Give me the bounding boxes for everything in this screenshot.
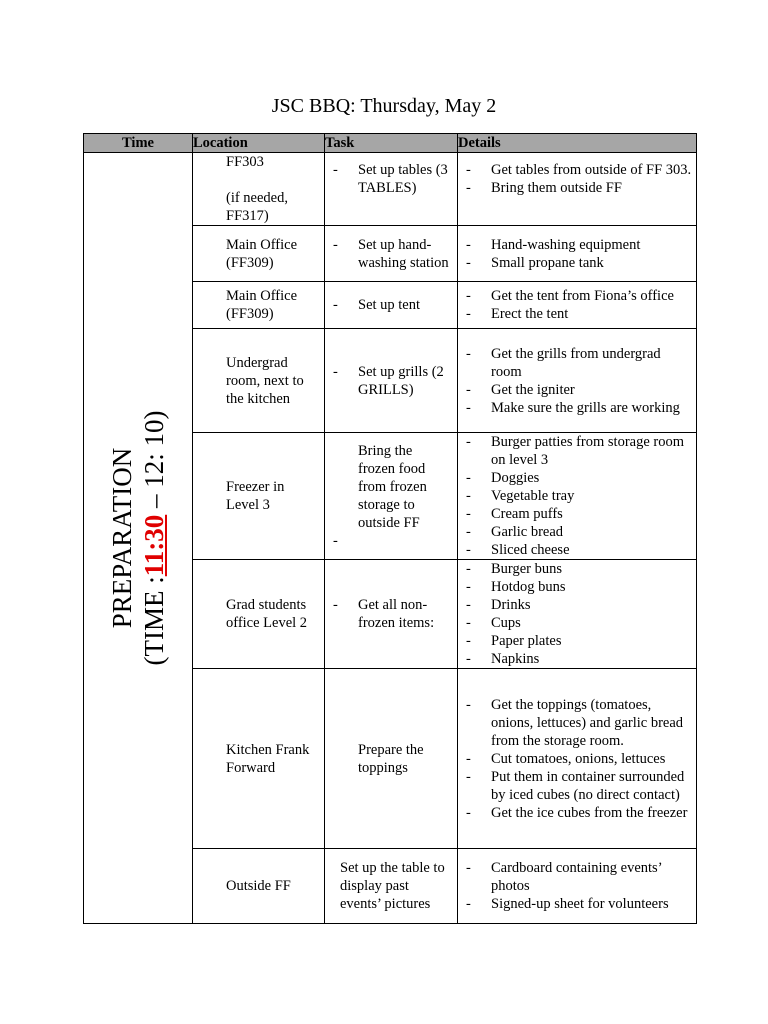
list-item: - Cardboard containing events’ photos bbox=[466, 860, 662, 894]
document-title: JSC BBQ: Thursday, May 2 bbox=[271, 95, 497, 117]
task-text: Set up hand-washing station bbox=[358, 236, 449, 271]
details-cell bbox=[458, 329, 697, 433]
header-task: Task bbox=[325, 134, 458, 153]
schedule-table bbox=[83, 133, 697, 924]
list-item: - Cut tomatoes, onions, lettuces bbox=[466, 750, 666, 767]
task-cell bbox=[325, 849, 458, 924]
preparation-time-label bbox=[106, 411, 170, 666]
list-item: - Put them in container surrounded by iced cubes (no direct contact) bbox=[466, 768, 685, 803]
list-item: - Get the igniter bbox=[466, 381, 575, 398]
list-item: - Get tables from outside of FF 303. bbox=[466, 162, 692, 178]
details-cell bbox=[458, 282, 697, 329]
location-cell: Undergrad room, next to the kitchen bbox=[193, 329, 325, 433]
list-item: - Burger patties from storage room on level 3 bbox=[466, 434, 685, 468]
list-item: - Get the toppings (tomatoes, onions, lettuces) and garlic bread from the storage room. bbox=[466, 696, 684, 749]
location-cell: Freezer in Level 3 bbox=[193, 433, 325, 560]
task-cell: - Set up hand-washing station bbox=[325, 226, 458, 282]
list-item: - Small propane tank bbox=[466, 254, 604, 271]
list-item: - Get the tent from Fiona’s office bbox=[466, 288, 674, 304]
task-cell: - Set up grills (2 GRILLS) bbox=[325, 329, 458, 433]
time-cell bbox=[84, 153, 193, 924]
task-cell: - Get all non-frozen items: bbox=[325, 560, 458, 669]
list-item: - Bring them outside FF bbox=[466, 180, 622, 196]
list-item: - Garlic bread bbox=[466, 524, 564, 540]
task-text: Set up tables (3 TABLES) bbox=[358, 162, 448, 196]
location-cell: Outside FF bbox=[193, 849, 325, 924]
location-cell: Main Office (FF309) bbox=[193, 226, 325, 282]
list-item: - Cream puffs bbox=[466, 506, 563, 522]
task-cell: Bring the frozen food from frozen storage to outside FF - bbox=[325, 433, 458, 560]
task-cell: - Set up tent bbox=[325, 282, 458, 329]
header-time: Time bbox=[84, 134, 193, 153]
list-item: - Vegetable tray bbox=[466, 488, 575, 504]
header-row bbox=[84, 134, 697, 153]
list-item: - Drinks bbox=[466, 597, 531, 613]
details-cell bbox=[458, 849, 697, 924]
details-cell bbox=[458, 153, 697, 226]
task-text: Prepare the toppings bbox=[358, 741, 424, 776]
list-item: - Burger buns bbox=[466, 561, 563, 577]
list-item: - Hotdog buns bbox=[466, 579, 566, 595]
list-item: - Napkins bbox=[466, 651, 540, 667]
location-cell: Main Office (FF309) bbox=[193, 282, 325, 329]
list-item: - Get the grills from undergrad room bbox=[466, 345, 661, 380]
details-cell bbox=[458, 560, 697, 669]
list-item: - Hand-washing equipment bbox=[466, 236, 641, 253]
list-item: - Paper plates bbox=[466, 633, 562, 649]
details-cell bbox=[458, 433, 697, 560]
task-text: Get all non-frozen items: bbox=[358, 597, 435, 631]
table-row bbox=[84, 153, 697, 226]
task-text: Set up the table to display past events’ pictures bbox=[340, 860, 445, 912]
location-cell: Grad students office Level 2 bbox=[193, 560, 325, 669]
list-item: - Sliced cheese bbox=[466, 542, 570, 558]
location-cell: Kitchen Frank Forward bbox=[193, 669, 325, 849]
list-item: - Doggies bbox=[466, 470, 540, 486]
list-item: - Make sure the grills are working bbox=[466, 399, 680, 416]
task-text: Bring the frozen food from frozen storage to outside FF bbox=[358, 443, 427, 531]
list-item: - Get the ice cubes from the freezer bbox=[466, 804, 688, 821]
task-text: Set up tent bbox=[358, 297, 421, 313]
task-text: Set up grills (2 GRILLS) bbox=[358, 363, 444, 398]
time-highlight: 11:30 bbox=[139, 514, 169, 577]
task-cell: - Set up tables (3 TABLES) bbox=[325, 153, 458, 226]
details-cell bbox=[458, 669, 697, 849]
header-details: Details bbox=[458, 134, 697, 153]
list-item: - Cups bbox=[466, 615, 521, 631]
details-cell bbox=[458, 226, 697, 282]
list-item: - Signed-up sheet for volunteers bbox=[466, 896, 669, 912]
task-cell bbox=[325, 669, 458, 849]
time-range: (TIME :11:30 – 12: 10) bbox=[139, 410, 169, 666]
list-item: - Erect the tent bbox=[466, 306, 569, 322]
location-cell: FF303 (if needed, FF317) bbox=[193, 153, 325, 226]
preparation-label: PREPARATION bbox=[107, 447, 137, 629]
header-location: Location bbox=[193, 134, 325, 153]
